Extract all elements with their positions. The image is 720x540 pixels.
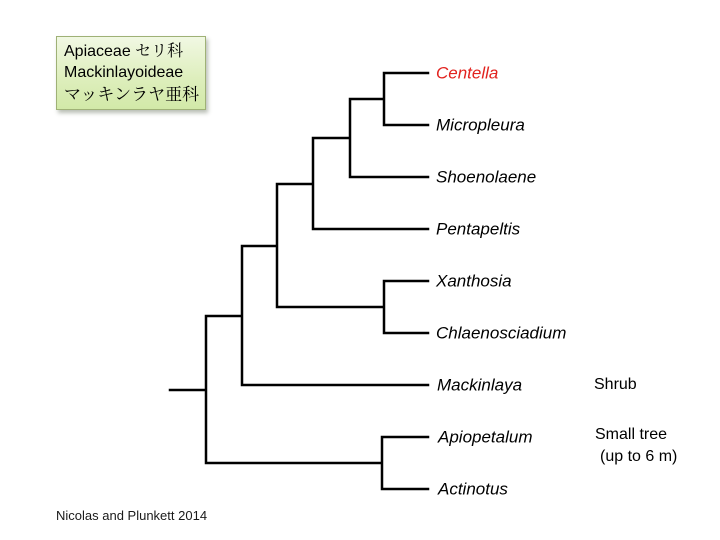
small-tree-note-line1: Small tree (595, 426, 668, 443)
taxon-label-micropleura: Micropleura (436, 115, 525, 135)
taxon-label-shoenolaene: Shoenolaene (436, 167, 537, 187)
taxon-label-chlaenosciadium: Chlaenosciadium (436, 323, 567, 343)
taxon-label-centella: Centella (436, 63, 499, 83)
callout-subfamily-line: Mackinlayoideae (64, 64, 184, 81)
callout-subfamily-jp-line: マッキンラヤ亜科 (64, 85, 200, 104)
taxon-label-apiopetalum: Apiopetalum (438, 427, 533, 447)
taxon-label-xanthosia: Xanthosia (436, 271, 512, 291)
growth-form-note-shrub: Shrub (594, 376, 637, 393)
citation: Nicolas and Plunkett 2014 (56, 508, 208, 523)
callout-family-line: Apiaceae セリ科 (64, 43, 184, 60)
classification-callout (56, 36, 206, 110)
taxon-label-mackinlaya: Mackinlaya (437, 375, 523, 395)
taxon-label-actinotus: Actinotus (438, 479, 508, 499)
growth-form-note-small-tree (595, 424, 677, 468)
tree-branches-path (170, 73, 428, 489)
small-tree-note-line2: (up to 6 m) (600, 448, 678, 465)
taxon-label-pentapeltis: Pentapeltis (436, 219, 521, 239)
